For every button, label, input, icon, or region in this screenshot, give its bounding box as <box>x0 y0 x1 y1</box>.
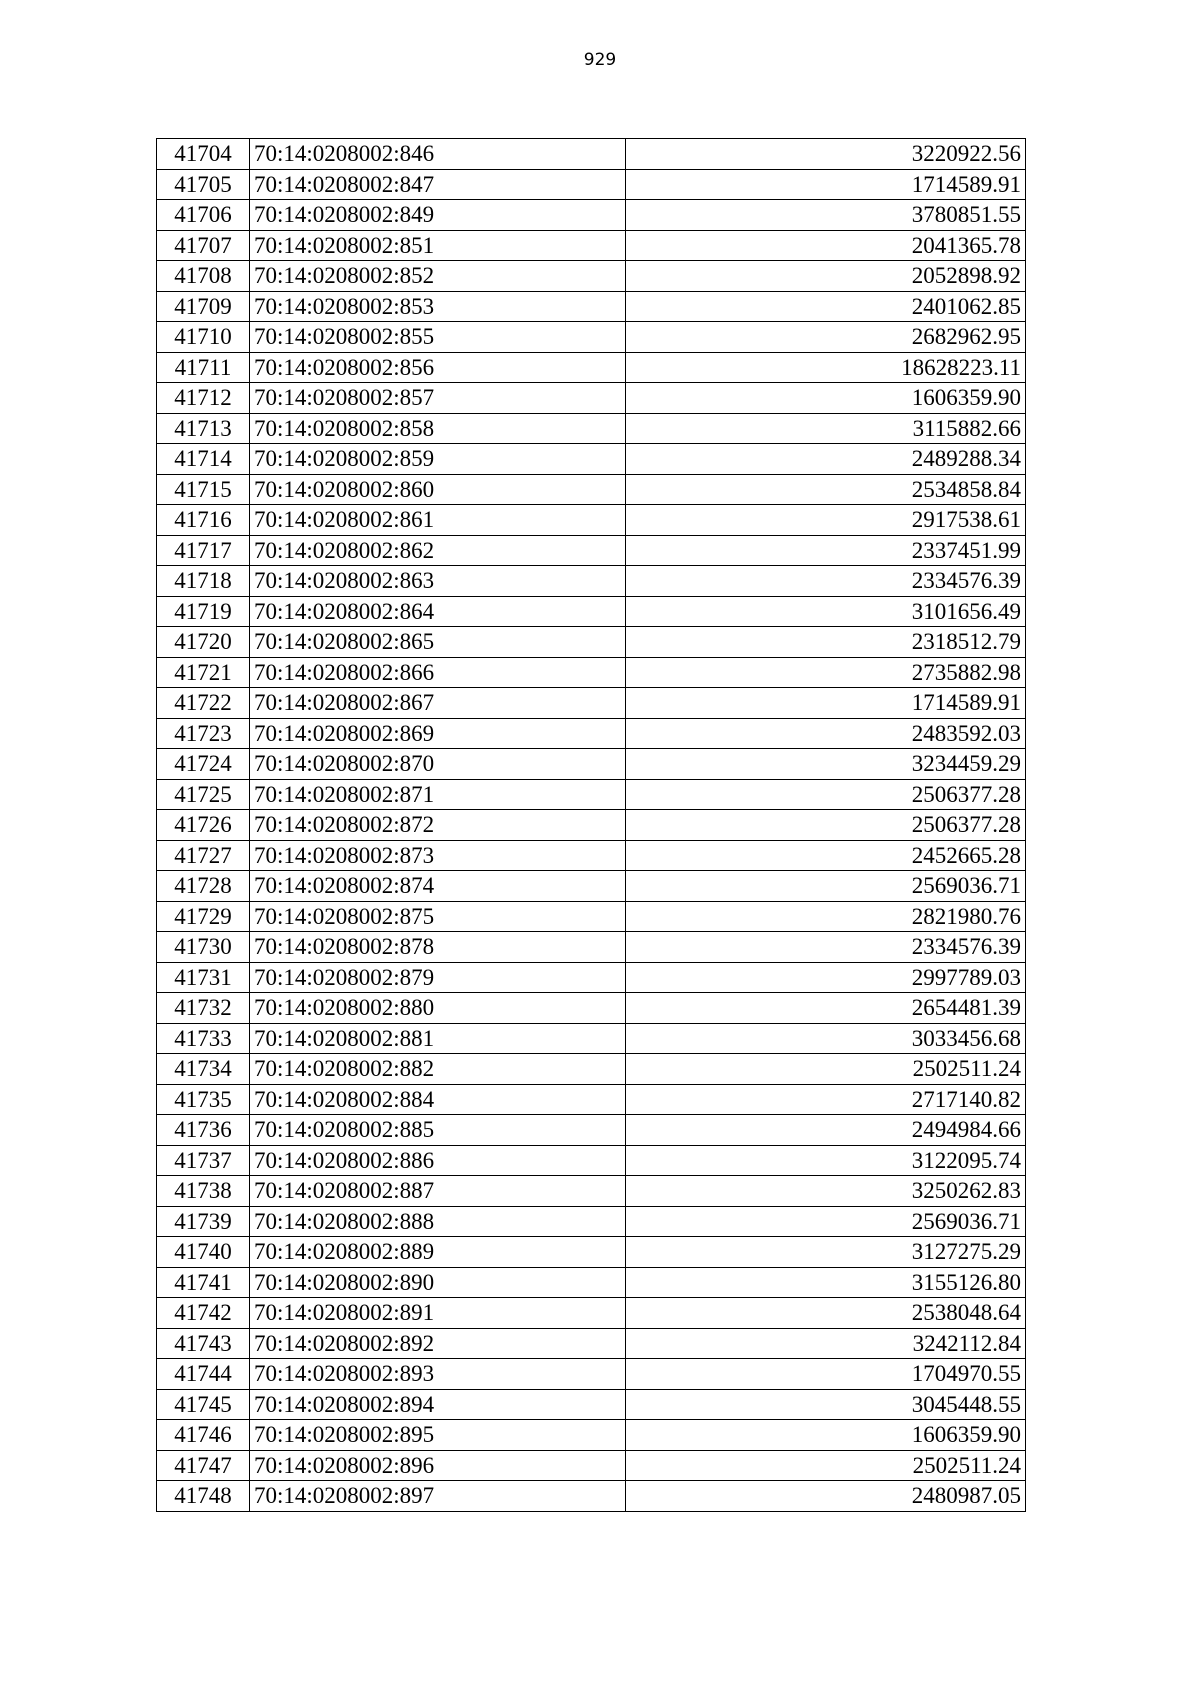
table-row <box>157 1084 1026 1115</box>
row-number-cell: 41723 <box>157 718 250 749</box>
table-row <box>157 230 1026 261</box>
row-number-cell: 41732 <box>157 993 250 1024</box>
table-row <box>157 657 1026 688</box>
value-cell: 3127275.29 <box>626 1237 1026 1268</box>
row-number-cell: 41740 <box>157 1237 250 1268</box>
row-number-cell: 41726 <box>157 810 250 841</box>
table-row <box>157 1450 1026 1481</box>
row-number-cell: 41717 <box>157 535 250 566</box>
row-number-cell: 41733 <box>157 1023 250 1054</box>
cadastral-number-cell: 70:14:0208002:872 <box>250 810 626 841</box>
value-cell: 2334576.39 <box>626 566 1026 597</box>
cadastral-number-cell: 70:14:0208002:886 <box>250 1145 626 1176</box>
row-number-cell: 41722 <box>157 688 250 719</box>
table-row <box>157 1359 1026 1390</box>
row-number-cell: 41710 <box>157 322 250 353</box>
row-number-cell: 41729 <box>157 901 250 932</box>
table-row <box>157 139 1026 170</box>
cadastral-number-cell: 70:14:0208002:870 <box>250 749 626 780</box>
table-row <box>157 261 1026 292</box>
cadastral-number-cell: 70:14:0208002:863 <box>250 566 626 597</box>
table-row <box>157 474 1026 505</box>
row-number-cell: 41730 <box>157 932 250 963</box>
value-cell: 3115882.66 <box>626 413 1026 444</box>
table-row <box>157 871 1026 902</box>
cadastral-number-cell: 70:14:0208002:897 <box>250 1481 626 1512</box>
table-row <box>157 383 1026 414</box>
row-number-cell: 41745 <box>157 1389 250 1420</box>
row-number-cell: 41743 <box>157 1328 250 1359</box>
cadastral-number-cell: 70:14:0208002:881 <box>250 1023 626 1054</box>
value-cell: 2489288.34 <box>626 444 1026 475</box>
cadastral-number-cell: 70:14:0208002:869 <box>250 718 626 749</box>
row-number-cell: 41704 <box>157 139 250 170</box>
value-cell: 3242112.84 <box>626 1328 1026 1359</box>
cadastral-number-cell: 70:14:0208002:849 <box>250 200 626 231</box>
value-cell: 3033456.68 <box>626 1023 1026 1054</box>
row-number-cell: 41708 <box>157 261 250 292</box>
value-cell: 2821980.76 <box>626 901 1026 932</box>
value-cell: 2997789.03 <box>626 962 1026 993</box>
value-cell: 3155126.80 <box>626 1267 1026 1298</box>
row-number-cell: 41713 <box>157 413 250 444</box>
table-row <box>157 688 1026 719</box>
table-row <box>157 291 1026 322</box>
cadastral-number-cell: 70:14:0208002:890 <box>250 1267 626 1298</box>
row-number-cell: 41731 <box>157 962 250 993</box>
row-number-cell: 41744 <box>157 1359 250 1390</box>
value-cell: 3250262.83 <box>626 1176 1026 1207</box>
row-number-cell: 41715 <box>157 474 250 505</box>
cadastral-value-table <box>156 138 1026 1512</box>
row-number-cell: 41736 <box>157 1115 250 1146</box>
cadastral-number-cell: 70:14:0208002:858 <box>250 413 626 444</box>
table-row <box>157 840 1026 871</box>
row-number-cell: 41719 <box>157 596 250 627</box>
value-cell: 2318512.79 <box>626 627 1026 658</box>
table-row <box>157 1389 1026 1420</box>
value-cell: 1606359.90 <box>626 383 1026 414</box>
cadastral-number-cell: 70:14:0208002:874 <box>250 871 626 902</box>
value-cell: 3780851.55 <box>626 200 1026 231</box>
table-row <box>157 1298 1026 1329</box>
value-cell: 2452665.28 <box>626 840 1026 871</box>
table-row <box>157 1237 1026 1268</box>
table-row <box>157 566 1026 597</box>
cadastral-number-cell: 70:14:0208002:892 <box>250 1328 626 1359</box>
row-number-cell: 41707 <box>157 230 250 261</box>
value-cell: 18628223.11 <box>626 352 1026 383</box>
row-number-cell: 41737 <box>157 1145 250 1176</box>
row-number-cell: 41734 <box>157 1054 250 1085</box>
value-cell: 1714589.91 <box>626 688 1026 719</box>
row-number-cell: 41727 <box>157 840 250 871</box>
row-number-cell: 41716 <box>157 505 250 536</box>
table-row <box>157 505 1026 536</box>
row-number-cell: 41720 <box>157 627 250 658</box>
value-cell: 2569036.71 <box>626 871 1026 902</box>
cadastral-number-cell: 70:14:0208002:895 <box>250 1420 626 1451</box>
table-row <box>157 932 1026 963</box>
cadastral-number-cell: 70:14:0208002:859 <box>250 444 626 475</box>
table-row <box>157 627 1026 658</box>
row-number-cell: 41718 <box>157 566 250 597</box>
value-cell: 1606359.90 <box>626 1420 1026 1451</box>
row-number-cell: 41711 <box>157 352 250 383</box>
cadastral-number-cell: 70:14:0208002:878 <box>250 932 626 963</box>
table-row <box>157 1420 1026 1451</box>
row-number-cell: 41705 <box>157 169 250 200</box>
row-number-cell: 41739 <box>157 1206 250 1237</box>
row-number-cell: 41706 <box>157 200 250 231</box>
cadastral-number-cell: 70:14:0208002:879 <box>250 962 626 993</box>
table-body <box>157 139 1026 1512</box>
cadastral-number-cell: 70:14:0208002:847 <box>250 169 626 200</box>
row-number-cell: 41748 <box>157 1481 250 1512</box>
table-row <box>157 901 1026 932</box>
row-number-cell: 41747 <box>157 1450 250 1481</box>
cadastral-number-cell: 70:14:0208002:896 <box>250 1450 626 1481</box>
value-cell: 3045448.55 <box>626 1389 1026 1420</box>
table-row <box>157 1267 1026 1298</box>
value-cell: 2052898.92 <box>626 261 1026 292</box>
value-cell: 2682962.95 <box>626 322 1026 353</box>
value-cell: 1704970.55 <box>626 1359 1026 1390</box>
table-row <box>157 779 1026 810</box>
cadastral-number-cell: 70:14:0208002:871 <box>250 779 626 810</box>
cadastral-number-cell: 70:14:0208002:864 <box>250 596 626 627</box>
row-number-cell: 41746 <box>157 1420 250 1451</box>
row-number-cell: 41724 <box>157 749 250 780</box>
page-number: 929 <box>583 50 617 70</box>
row-number-cell: 41721 <box>157 657 250 688</box>
table-row <box>157 718 1026 749</box>
value-cell: 3101656.49 <box>626 596 1026 627</box>
cadastral-number-cell: 70:14:0208002:894 <box>250 1389 626 1420</box>
table-row <box>157 596 1026 627</box>
value-cell: 2041365.78 <box>626 230 1026 261</box>
table-row <box>157 1145 1026 1176</box>
cadastral-number-cell: 70:14:0208002:873 <box>250 840 626 871</box>
cadastral-number-cell: 70:14:0208002:857 <box>250 383 626 414</box>
cadastral-number-cell: 70:14:0208002:860 <box>250 474 626 505</box>
table-row <box>157 322 1026 353</box>
cadastral-number-cell: 70:14:0208002:893 <box>250 1359 626 1390</box>
value-cell: 2480987.05 <box>626 1481 1026 1512</box>
value-cell: 2502511.24 <box>626 1450 1026 1481</box>
table-row <box>157 810 1026 841</box>
cadastral-number-cell: 70:14:0208002:856 <box>250 352 626 383</box>
cadastral-number-cell: 70:14:0208002:853 <box>250 291 626 322</box>
table-row <box>157 1023 1026 1054</box>
table-row <box>157 962 1026 993</box>
row-number-cell: 41714 <box>157 444 250 475</box>
table-row <box>157 200 1026 231</box>
value-cell: 3234459.29 <box>626 749 1026 780</box>
table-row <box>157 352 1026 383</box>
cadastral-number-cell: 70:14:0208002:888 <box>250 1206 626 1237</box>
table-row <box>157 444 1026 475</box>
row-number-cell: 41738 <box>157 1176 250 1207</box>
table-row <box>157 1206 1026 1237</box>
cadastral-number-cell: 70:14:0208002:885 <box>250 1115 626 1146</box>
table-row <box>157 1176 1026 1207</box>
value-cell: 2506377.28 <box>626 810 1026 841</box>
cadastral-number-cell: 70:14:0208002:852 <box>250 261 626 292</box>
value-cell: 3220922.56 <box>626 139 1026 170</box>
table-row <box>157 1328 1026 1359</box>
value-cell: 2717140.82 <box>626 1084 1026 1115</box>
table-row <box>157 1054 1026 1085</box>
value-cell: 1714589.91 <box>626 169 1026 200</box>
cadastral-number-cell: 70:14:0208002:887 <box>250 1176 626 1207</box>
cadastral-number-cell: 70:14:0208002:846 <box>250 139 626 170</box>
row-number-cell: 41735 <box>157 1084 250 1115</box>
cadastral-number-cell: 70:14:0208002:865 <box>250 627 626 658</box>
row-number-cell: 41741 <box>157 1267 250 1298</box>
value-cell: 2538048.64 <box>626 1298 1026 1329</box>
row-number-cell: 41709 <box>157 291 250 322</box>
row-number-cell: 41728 <box>157 871 250 902</box>
value-cell: 2334576.39 <box>626 932 1026 963</box>
cadastral-number-cell: 70:14:0208002:891 <box>250 1298 626 1329</box>
cadastral-number-cell: 70:14:0208002:889 <box>250 1237 626 1268</box>
cadastral-number-cell: 70:14:0208002:851 <box>250 230 626 261</box>
table-row <box>157 1481 1026 1512</box>
row-number-cell: 41712 <box>157 383 250 414</box>
value-cell: 2494984.66 <box>626 1115 1026 1146</box>
table-row <box>157 749 1026 780</box>
cadastral-number-cell: 70:14:0208002:861 <box>250 505 626 536</box>
value-cell: 2483592.03 <box>626 718 1026 749</box>
cadastral-number-cell: 70:14:0208002:867 <box>250 688 626 719</box>
row-number-cell: 41725 <box>157 779 250 810</box>
value-cell: 2917538.61 <box>626 505 1026 536</box>
value-cell: 2735882.98 <box>626 657 1026 688</box>
table-row <box>157 169 1026 200</box>
value-cell: 2654481.39 <box>626 993 1026 1024</box>
value-cell: 2337451.99 <box>626 535 1026 566</box>
cadastral-number-cell: 70:14:0208002:855 <box>250 322 626 353</box>
table-row <box>157 993 1026 1024</box>
table-row <box>157 413 1026 444</box>
value-cell: 2569036.71 <box>626 1206 1026 1237</box>
value-cell: 2534858.84 <box>626 474 1026 505</box>
value-cell: 3122095.74 <box>626 1145 1026 1176</box>
cadastral-number-cell: 70:14:0208002:875 <box>250 901 626 932</box>
table-row <box>157 1115 1026 1146</box>
value-cell: 2401062.85 <box>626 291 1026 322</box>
cadastral-number-cell: 70:14:0208002:880 <box>250 993 626 1024</box>
value-cell: 2502511.24 <box>626 1054 1026 1085</box>
row-number-cell: 41742 <box>157 1298 250 1329</box>
cadastral-number-cell: 70:14:0208002:862 <box>250 535 626 566</box>
cadastral-number-cell: 70:14:0208002:866 <box>250 657 626 688</box>
value-cell: 2506377.28 <box>626 779 1026 810</box>
table-row <box>157 535 1026 566</box>
cadastral-number-cell: 70:14:0208002:884 <box>250 1084 626 1115</box>
cadastral-number-cell: 70:14:0208002:882 <box>250 1054 626 1085</box>
